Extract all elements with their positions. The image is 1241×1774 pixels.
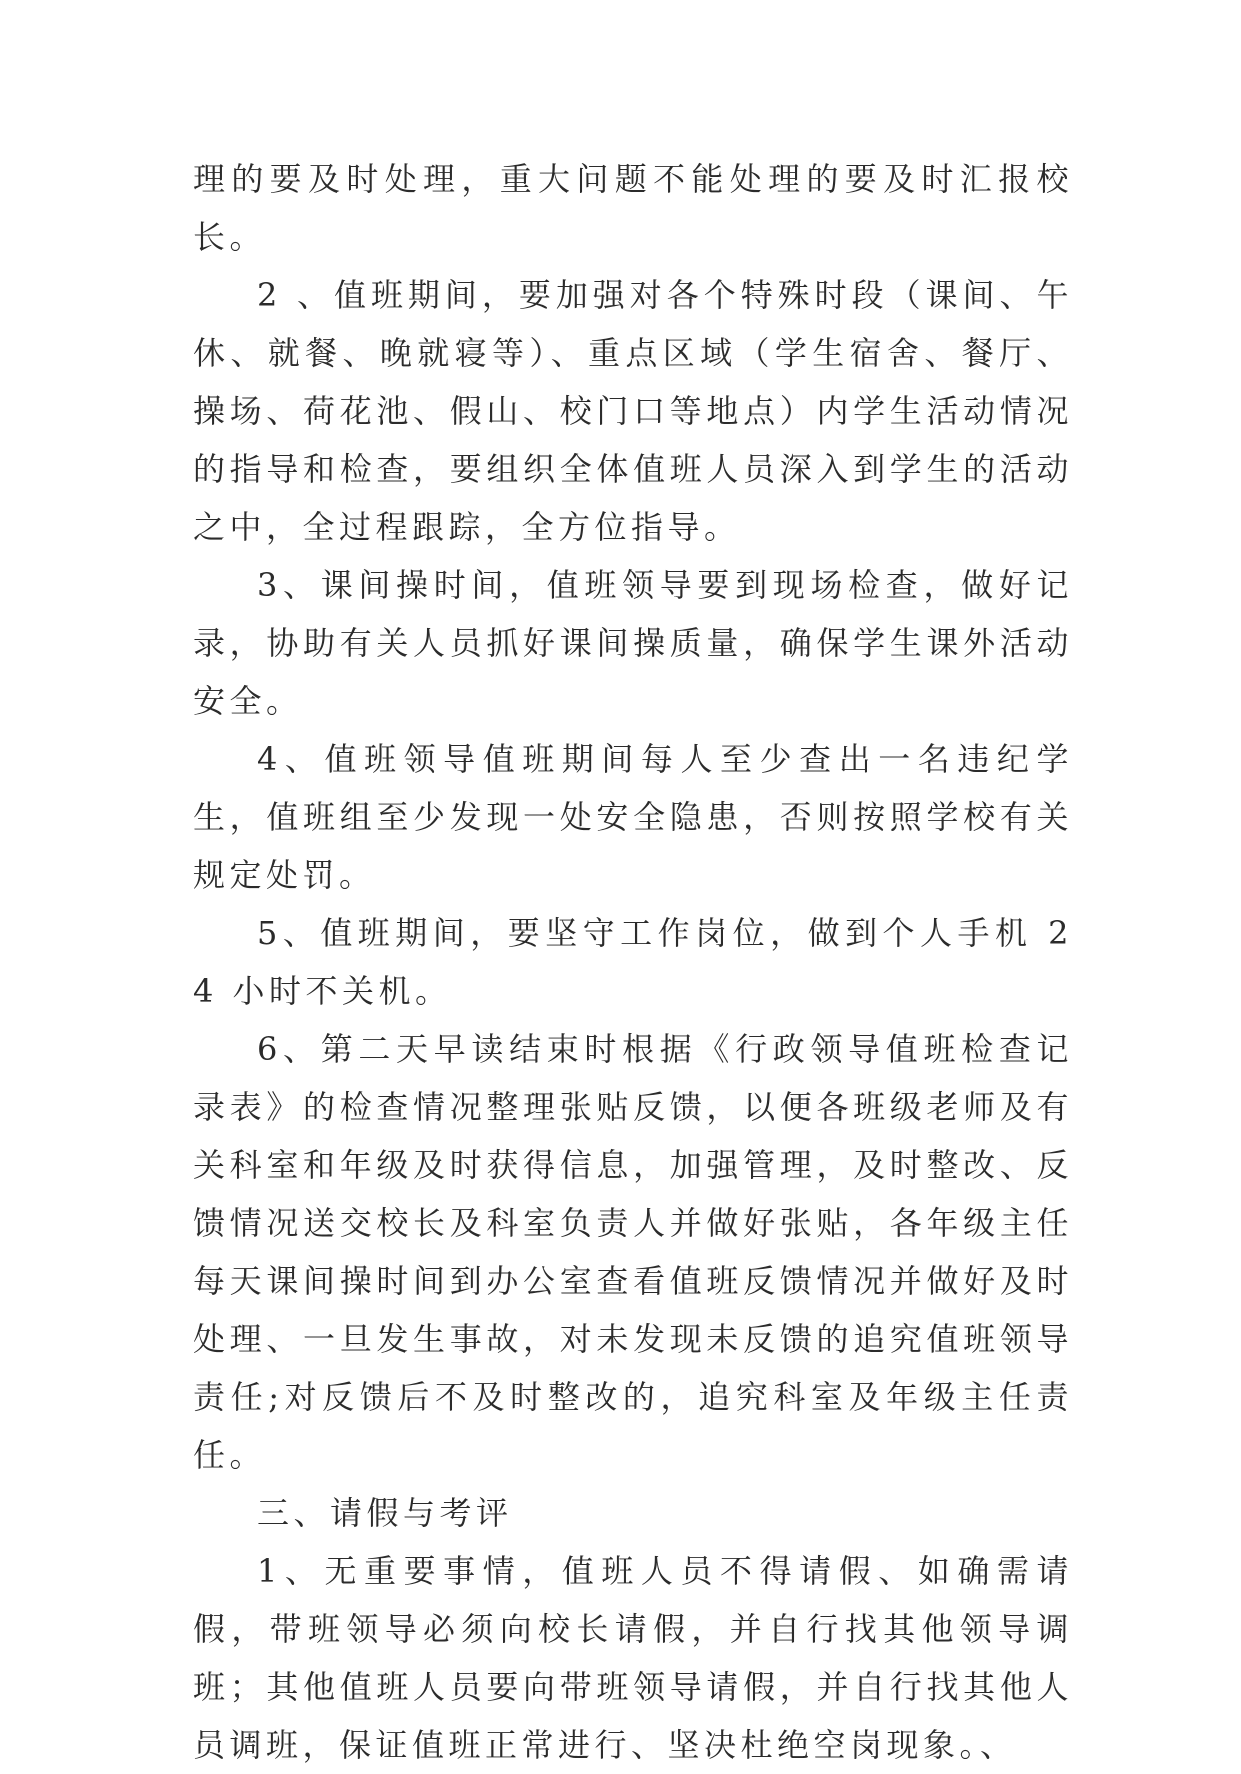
- document-body: [193, 150, 1073, 1774]
- paragraph-continuation: 理的要及时处理，重大问题不能处理的要及时汇报校长。: [193, 160, 1073, 256]
- section-heading: 三、请假与考评: [257, 1494, 513, 1532]
- paragraph-item-5: 5、值班期间，要坚守工作岗位，做到个人手机 24 小时不关机。: [193, 914, 1073, 1010]
- paragraph-item-2: 2 、值班期间，要加强对各个特殊时段（课间、午休、就餐、晚就寝等）、重点区域（学生宿舍、餐厅、操场、荷花池、假山、校门口等地点）内学生活动情况的指导和检查，要组织全体值班人员深入到学生的活动之中，全过程跟踪，全方位指导。: [193, 276, 1073, 546]
- paragraph-leave-1: 1、无重要事情，值班人员不得请假、如确需请假，带班领导必须向校长请假，并自行找其他领导调班；其他值班人员要向带班领导请假，并自行找其他人员调班，保证值班正常进行、坚决杜绝空岗现象。、: [193, 1552, 1073, 1764]
- paragraph-item-4: 4、值班领导值班期间每人至少查出一名违纪学生，值班组至少发现一处安全隐患，否则按照学校有关规定处罚。: [193, 740, 1073, 894]
- paragraph-item-3: 3、课间操时间，值班领导要到现场检查，做好记录，协助有关人员抓好课间操质量，确保学生课外活动安全。: [193, 566, 1073, 720]
- paragraph-item-6: 6、第二天早读结束时根据《行政领导值班检查记录表》的检查情况整理张贴反馈，以便各班级老师及有关科室和年级及时获得信息，加强管理，及时整改、反馈情况送交校长及科室负责人并做好张贴，各年级主任每天课间操时间到办公室查看值班反馈情况并做好及时处理、一旦发生事故，对未发现未反馈的追究值班领导责任;对反馈后不及时整改的，追究科室及年级主任责任。: [193, 1030, 1073, 1474]
